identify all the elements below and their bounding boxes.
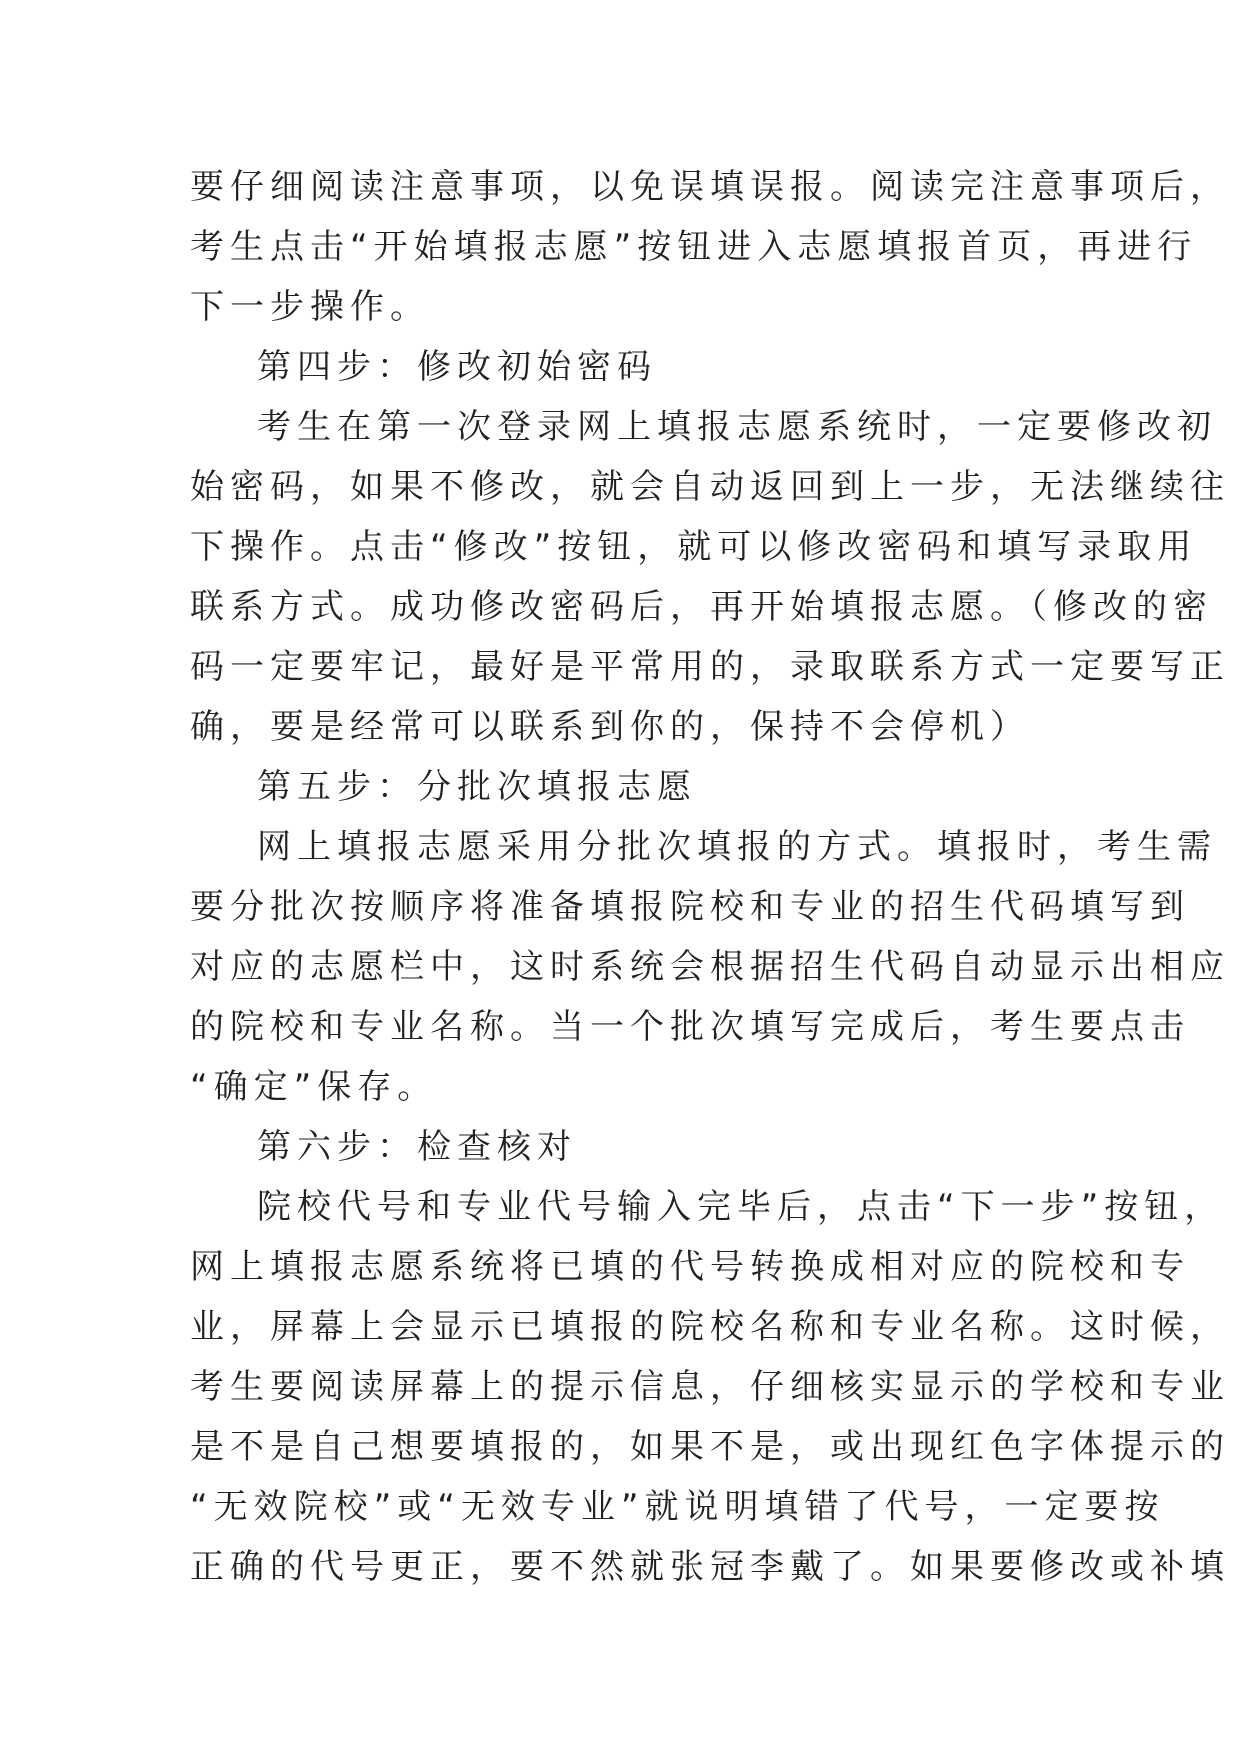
paragraph-line: 正确的代号更正，要不然就张冠李戴了。如果要修改或补填	[190, 1547, 1230, 1587]
paragraph-line: 要分批次按顺序将准备填报院校和专业的招生代码填写到	[190, 887, 1190, 927]
paragraph-line: 院校代号和专业代号输入完毕后，点击“下一步”按钮，	[257, 1187, 1225, 1227]
paragraph-line: 业，屏幕上会显示已填报的院校名称和专业名称。这时候，	[190, 1307, 1230, 1347]
paragraph-line: 考生要阅读屏幕上的提示信息，仔细核实显示的学校和专业	[190, 1367, 1230, 1407]
paragraph-line: 始密码，如果不修改，就会自动返回到上一步，无法继续往	[190, 467, 1230, 507]
paragraph-line: 网上填报志愿系统将已填的代号转换成相对应的院校和专	[190, 1247, 1190, 1287]
paragraph-line: 对应的志愿栏中，这时系统会根据招生代码自动显示出相应	[190, 947, 1230, 987]
paragraph-line: 的院校和专业名称。当一个批次填写完成后，考生要点击	[190, 1007, 1190, 1047]
paragraph-line: “无效院校”或“无效专业”就说明填错了代号，一定要按	[190, 1487, 1165, 1527]
paragraph-line: 下一步操作。	[190, 287, 430, 327]
paragraph-line: 码一定要牢记，最好是平常用的，录取联系方式一定要写正	[190, 647, 1230, 687]
paragraph-line: 联系方式。成功修改密码后，再开始填报志愿。（修改的密	[190, 587, 1213, 627]
section-heading: 第六步：检查核对	[257, 1127, 577, 1167]
section-heading: 第五步：分批次填报志愿	[257, 767, 697, 807]
paragraph-line: 考生在第一次登录网上填报志愿系统时，一定要修改初	[257, 407, 1217, 447]
paragraph-line: 网上填报志愿采用分批次填报的方式。填报时，考生需	[257, 827, 1217, 867]
paragraph-line: 是不是自己想要填报的，如果不是，或出现红色字体提示的	[190, 1427, 1230, 1467]
paragraph-line: 确，要是经常可以联系到你的，保持不会停机）	[190, 707, 1030, 747]
paragraph-line: 考生点击“开始填报志愿”按钮进入志愿填报首页，再进行	[190, 227, 1198, 267]
paragraph-line: 下操作。点击“修改”按钮，就可以修改密码和填写录取用	[190, 527, 1198, 567]
section-heading: 第四步：修改初始密码	[257, 347, 657, 387]
paragraph-line: 要仔细阅读注意事项，以免误填误报。阅读完注意事项后，	[190, 167, 1230, 207]
paragraph-line: “确定”保存。	[190, 1067, 438, 1107]
